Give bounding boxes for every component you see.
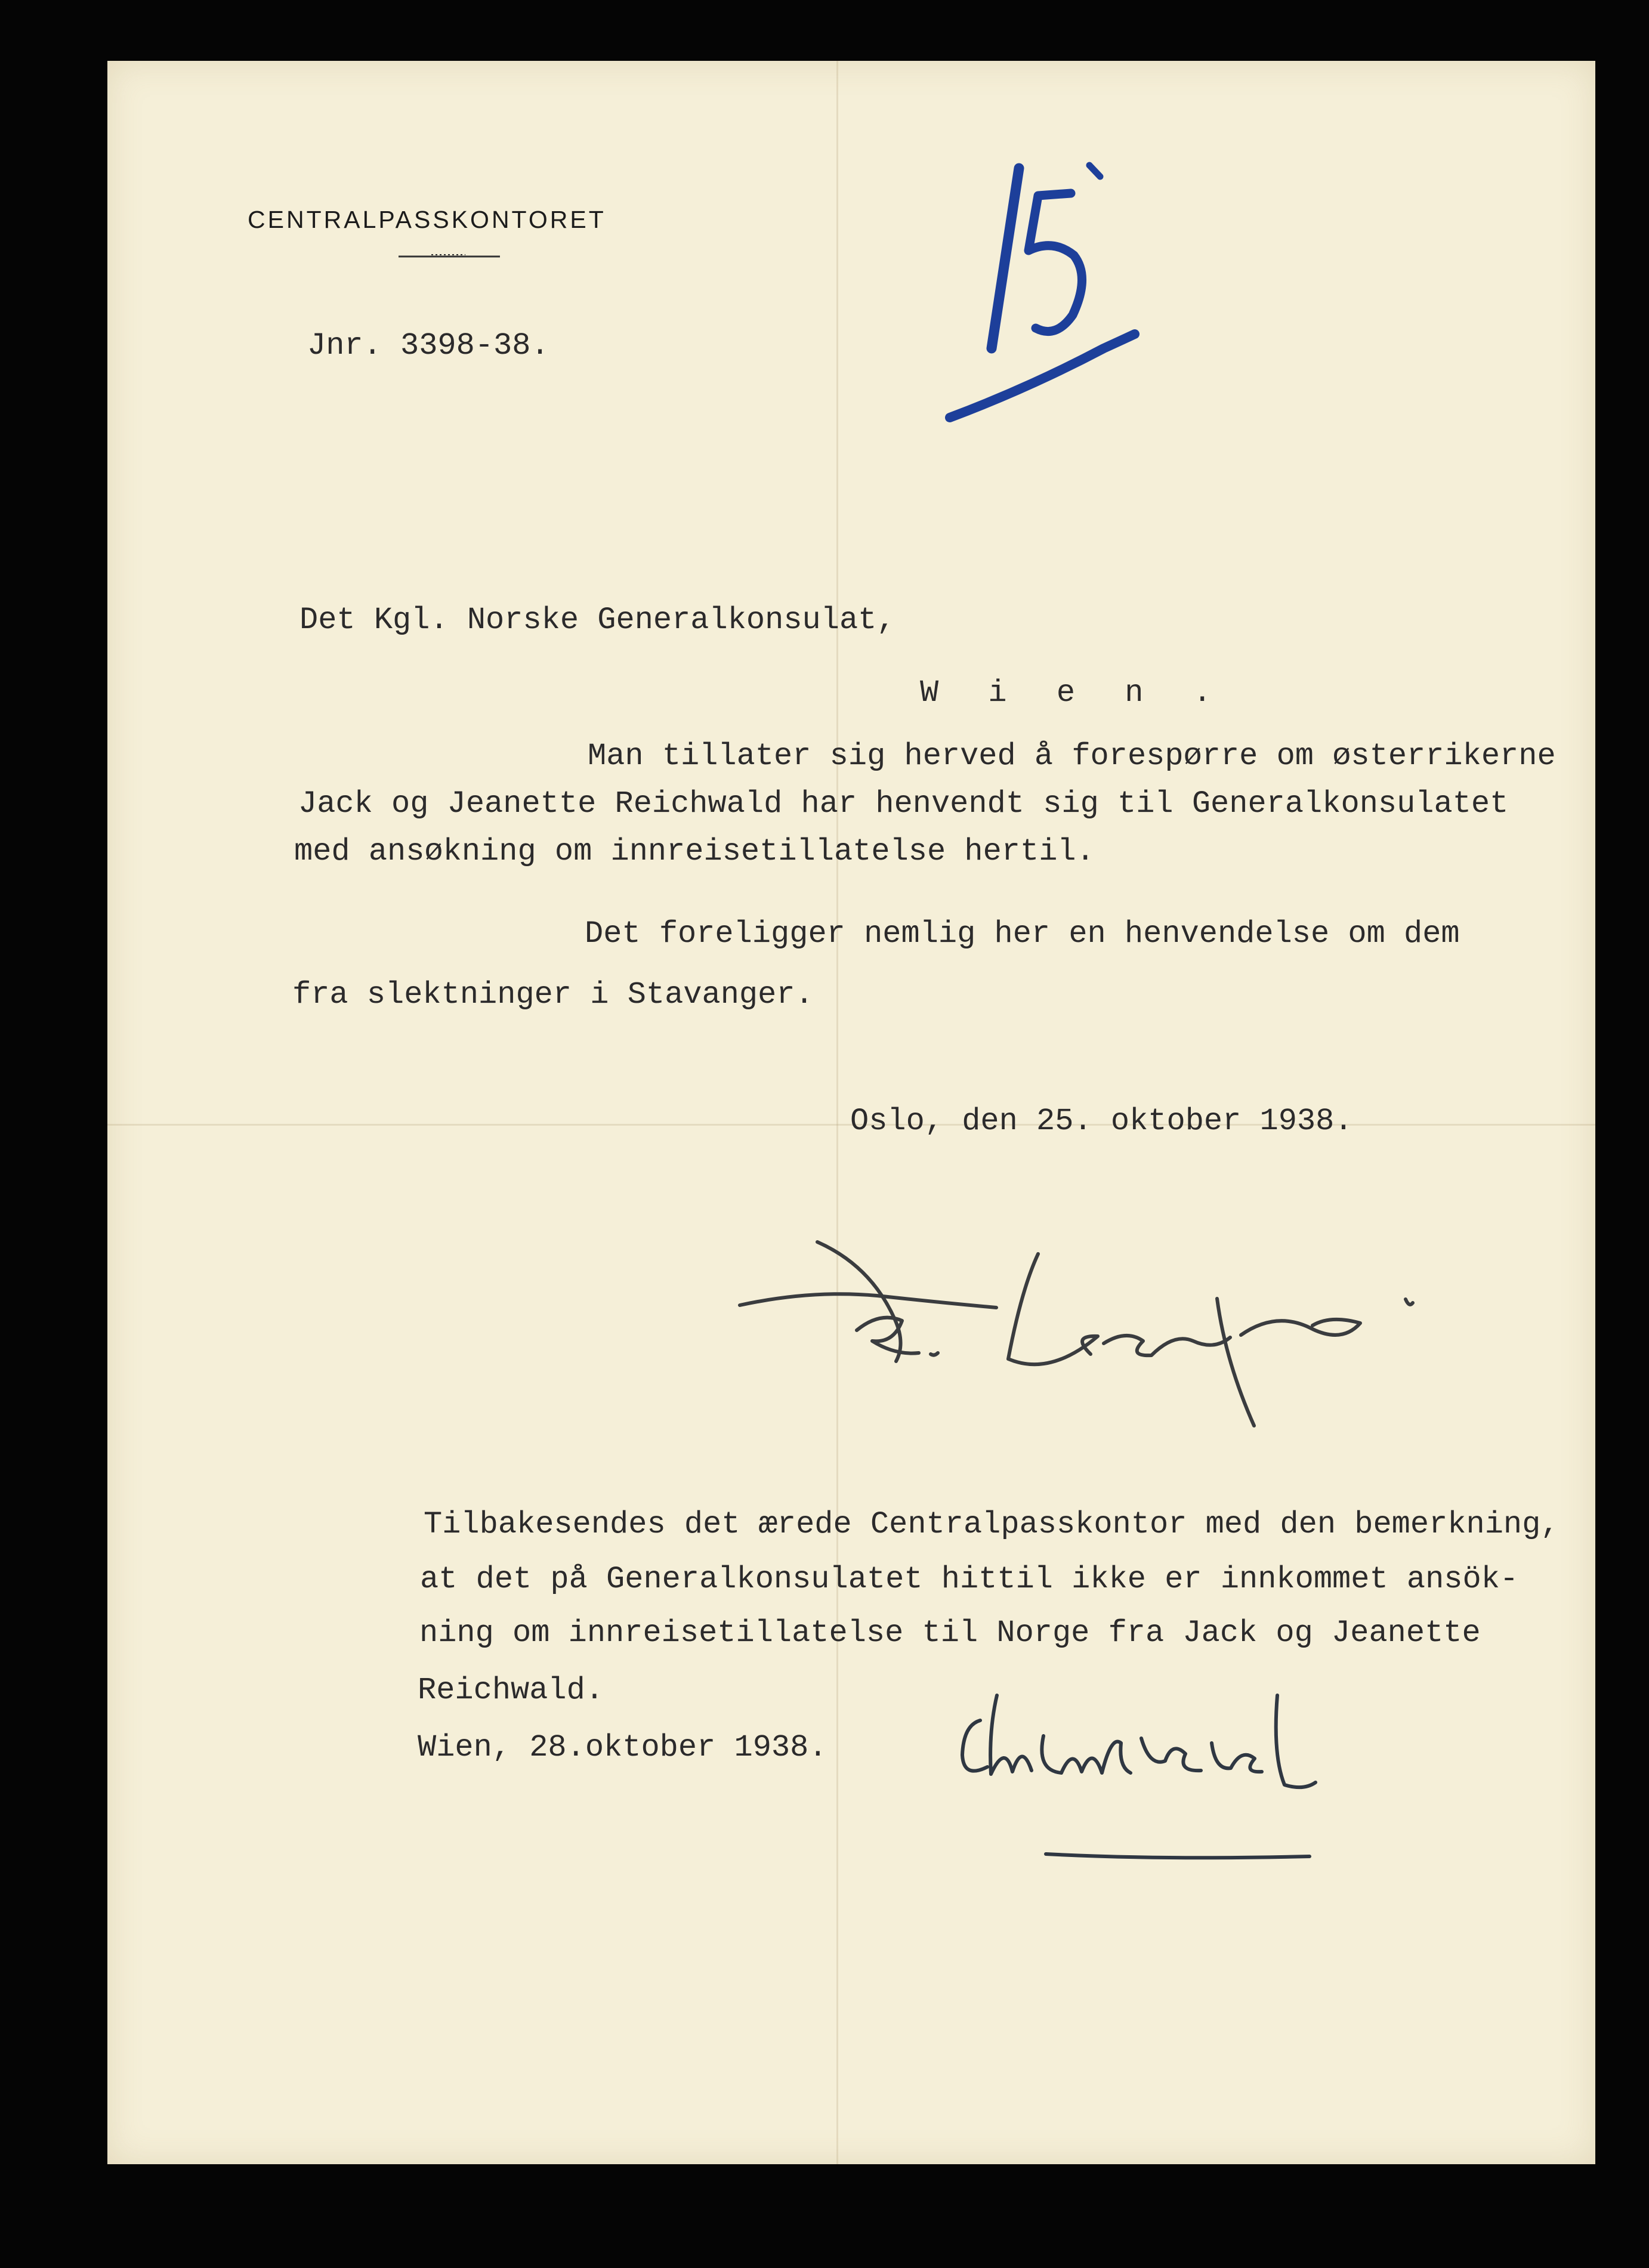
journal-number: Jnr. 3398-38. [307, 328, 549, 363]
addressee-line: Det Kgl. Norske Generalkonsulat, [299, 602, 895, 638]
consulate-signature [946, 1683, 1339, 1856]
letter-paragraph-2-line-2: fra slektninger i Stavanger. [292, 977, 814, 1012]
letterhead-rule [399, 254, 500, 260]
handwritten-number-15 [925, 138, 1235, 449]
letter-paragraph-1-line-3: med ansøkning om innreisetillatelse hertil. [294, 834, 1095, 869]
vertical-fold-line [836, 61, 838, 2164]
document-page [107, 61, 1595, 2164]
sender-signature [740, 1164, 1444, 1451]
letterhead-office-name: CENTRALPASSKONTORET [248, 206, 606, 233]
reply-place-date: Wien, 28.oktober 1938. [418, 1730, 827, 1765]
letter-paragraph-1-line-1: Man tillater sig herved å forespørre om østerrikerne [588, 739, 1556, 774]
letter-paragraph-1-line-2: Jack og Jeanette Reichwald har henvendt sig til Generalkonsulatet [298, 786, 1509, 821]
reply-line-4: Reichwald. [418, 1673, 604, 1708]
reply-line-3: ning om innreisetillatelse til Norge fra Jack og Jeanette [419, 1615, 1481, 1651]
letter-paragraph-2-line-1: Det foreligger nemlig her en henvendelse om dem [585, 916, 1460, 951]
reply-line-2: at det på Generalkonsulatet hittil ikke er innkommet ansök- [420, 1562, 1519, 1597]
addressee-city: W i e n . [920, 675, 1227, 710]
letter-place-date: Oslo, den 25. oktober 1938. [850, 1104, 1353, 1139]
reply-line-1: Tilbakesendes det ærede Centralpasskontor med den bemerkning, [424, 1507, 1560, 1542]
